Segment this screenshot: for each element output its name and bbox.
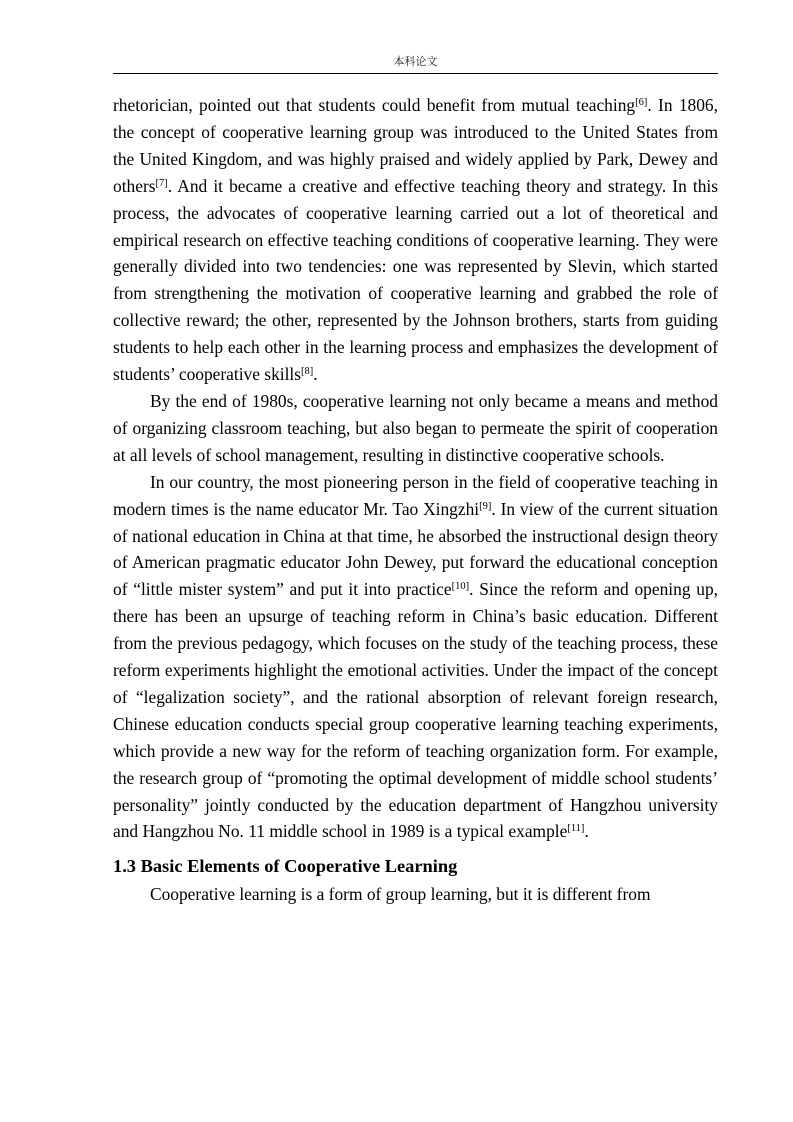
citation-ref: [10] — [451, 581, 470, 593]
text-run: . — [313, 364, 318, 385]
citation-ref: [7] — [155, 177, 168, 189]
header-rule — [113, 73, 718, 74]
paragraph-4: Cooperative learning is a form of group learning, but it is different from — [150, 884, 651, 905]
citation-ref: [6] — [635, 97, 648, 108]
citation-ref: [11] — [567, 823, 585, 835]
citation-ref: [8] — [301, 366, 314, 378]
paragraph-3 — [113, 469, 718, 846]
text-run: . And it became a creative and effective teaching theory and strategy. In this process, the advocates of cooperative learning carried out a lot of theoretical and empirical research on effective teaching conditions of cooperative learning. They were generally divided into two tendencies: one was represented by Slevin, which started from strengthening the motivation of cooperative learning and grabbed the role of collective reward; the other, represented by the Johnson brothers, starts from guiding students to help each other in the learning process and emphasizes the development of students’ cooperative skills — [113, 175, 718, 385]
text-run: . In 1806, the concept of cooperative learning group was introduced to the United States from the United Kingdom, and was highly praised and widely applied by Park, Dewey and others — [113, 95, 718, 196]
text-run: In our country, the most pioneering person in the field of cooperative teaching in modern times is the name educator Mr. Tao Xingzhi — [113, 471, 718, 519]
text-run: . Since the reform and opening up, there has been an upsurge of teaching reform in China’s basic education. Different from the previous pedagogy, which focuses on the study of the teaching process, these reform experiments highlight the emotional activities. Under the impact of the concept of “legalization society”, and the rational absorption of relevant foreign research, Chinese education conducts special group cooperative learning teaching experiments, which provide a new way for the reform of teaching organization form. For example, the research group of “promoting the optimal development of middle school students’ personality” jointly conducted by the education department of Hangzhou university and Hangzhou No. 11 middle school in 1989 is a typical example — [113, 579, 718, 842]
paragraph-2 — [113, 388, 718, 469]
text-run: . In view of the current situation of national education in China at that time, he absorbed the instructional design theory of American pragmatic educator John Dewey, put forward the educational conception of “little mister system” and put it into practice — [113, 498, 718, 600]
section-heading: 1.3 Basic Elements of Cooperative Learning — [113, 856, 458, 877]
paragraph-1 — [113, 92, 718, 388]
text-run: . — [584, 821, 589, 842]
text-run: rhetorician, pointed out that students could benefit from mutual teaching — [113, 95, 636, 115]
body-text — [113, 92, 718, 908]
citation-ref: [9] — [479, 500, 492, 512]
running-header: 本科论文 — [393, 55, 438, 68]
text-run: By the end of 1980s, cooperative learning not only became a means and method of organizing classroom teaching, but also began to permeate the spirit of cooperation at all levels of school management, resulting in distinctive cooperative schools. — [113, 390, 718, 465]
